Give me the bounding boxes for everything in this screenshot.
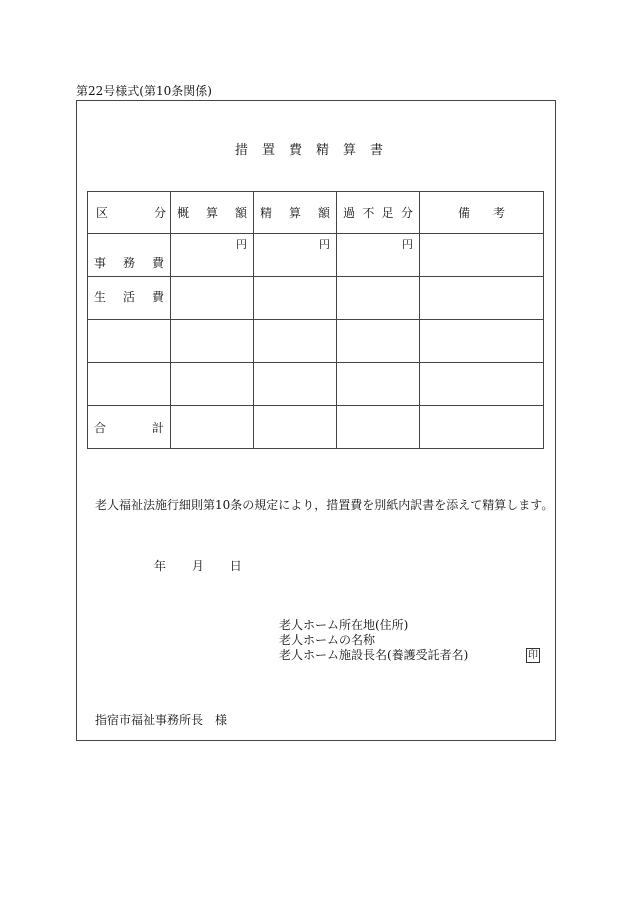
row-label-seikatsuhi: 生 活 費 (88, 277, 171, 320)
table-row (88, 320, 544, 363)
row-label-blank[interactable] (88, 320, 171, 363)
cell-kabusoku[interactable] (337, 277, 420, 320)
header-kabusoku: 過 不 足 分 (337, 192, 420, 234)
cell-seisan[interactable] (254, 234, 337, 277)
form-number-label: 第22号様式(第10条関係) (76, 84, 212, 98)
cell-biko[interactable] (420, 234, 544, 277)
table-row (88, 363, 544, 406)
facility-address-label: 老人ホーム所在地(住所) (279, 618, 409, 632)
yen-unit: 円 (236, 238, 247, 251)
date-day[interactable]: 日 (229, 559, 242, 573)
settlement-statement: 老人福祉法施行細則第10条の規定により，措置費を別紙内訳書を添えて精算します。 (95, 498, 554, 512)
cell-seisan[interactable] (254, 363, 337, 406)
row-label-jimuhi: 事 務 費 (88, 234, 171, 277)
cell-kabusoku[interactable] (337, 406, 420, 449)
addressee: 指宿市福祉事務所長 様 (95, 713, 228, 727)
cell-gaisan[interactable] (171, 406, 254, 449)
cell-kabusoku[interactable] (337, 320, 420, 363)
cell-seisan[interactable] (254, 277, 337, 320)
header-biko: 備 考 (420, 192, 544, 234)
cell-kabusoku[interactable] (337, 234, 420, 277)
yen-unit: 円 (319, 238, 330, 251)
cell-biko[interactable] (420, 406, 544, 449)
facility-name-label: 老人ホームの名称 (279, 633, 376, 647)
cell-gaisan[interactable] (171, 234, 254, 277)
document-title: 措置費精算書 (234, 143, 397, 158)
form-frame (76, 100, 556, 741)
cell-seisan[interactable] (254, 406, 337, 449)
table-row (88, 234, 544, 277)
cell-biko[interactable] (420, 320, 544, 363)
cell-gaisan[interactable] (171, 277, 254, 320)
settlement-table (87, 191, 544, 449)
header-gaisan: 概 算 額 (171, 192, 254, 234)
facility-director-label: 老人ホーム施設長名(養護受託者名) (279, 648, 469, 662)
row-label-gokei: 合 計 (88, 406, 171, 449)
applicant-block (279, 618, 468, 663)
cell-biko[interactable] (420, 277, 544, 320)
header-kubun: 区 分 (88, 192, 171, 234)
date-line (154, 557, 264, 574)
seal-mark: 印 (528, 650, 538, 661)
cell-gaisan[interactable] (171, 320, 254, 363)
table-total-row (88, 406, 544, 449)
table-row (88, 277, 544, 320)
cell-kabusoku[interactable] (337, 363, 420, 406)
table-header-row (88, 192, 544, 234)
date-month[interactable]: 月 (191, 559, 204, 573)
cell-seisan[interactable] (254, 320, 337, 363)
cell-biko[interactable] (420, 363, 544, 406)
yen-unit: 円 (402, 238, 413, 251)
cell-gaisan[interactable] (171, 363, 254, 406)
row-label-blank[interactable] (88, 363, 171, 406)
header-seisan: 精 算 額 (254, 192, 337, 234)
date-year[interactable]: 年 (154, 559, 167, 573)
